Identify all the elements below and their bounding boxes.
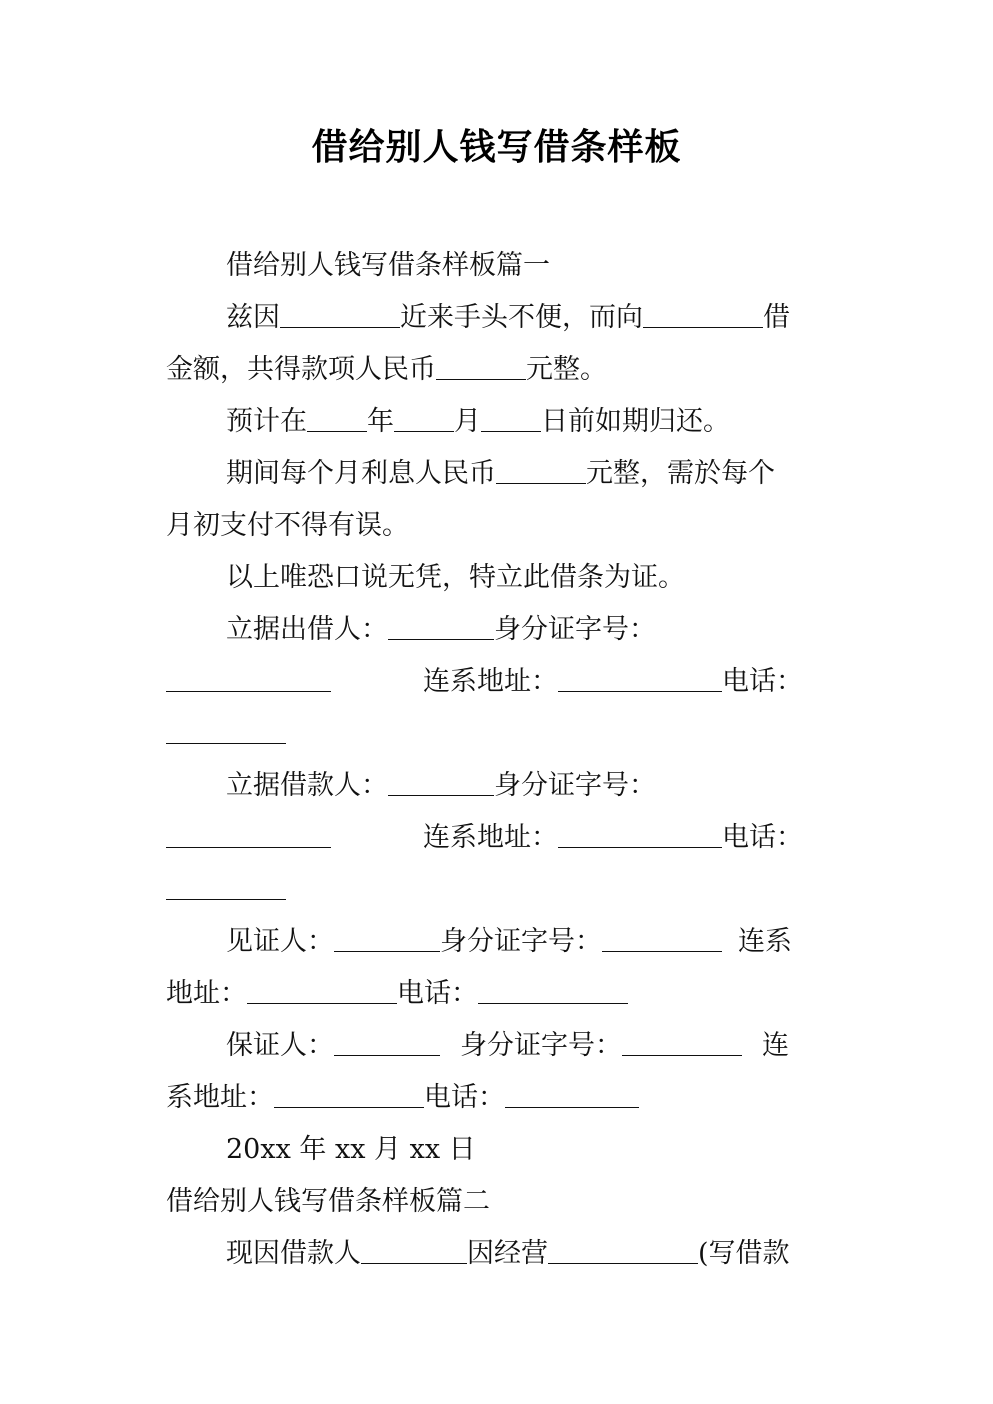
address-label: 连系地址： bbox=[423, 822, 558, 853]
blank-year bbox=[307, 401, 367, 432]
paragraph-interest-cont bbox=[166, 500, 828, 552]
text: 现因借款人 bbox=[226, 1238, 361, 1269]
blank-lender-signature bbox=[388, 609, 494, 640]
blank-lender-address bbox=[558, 661, 722, 692]
date-line bbox=[166, 1124, 828, 1176]
text: 借 bbox=[763, 302, 790, 333]
address-label: 地址： bbox=[166, 978, 247, 1009]
blank-witness-address bbox=[247, 973, 397, 1004]
text: (写借款 bbox=[698, 1238, 790, 1269]
blank-borrower-address bbox=[558, 817, 722, 848]
paragraph-reason bbox=[166, 292, 828, 344]
blank-borrower-id bbox=[166, 817, 331, 848]
witness-line bbox=[166, 916, 828, 968]
blank-business bbox=[548, 1233, 698, 1264]
text: 兹因 bbox=[226, 302, 280, 333]
blank-amount bbox=[436, 349, 526, 380]
document-body bbox=[166, 240, 828, 1280]
paragraph-proof bbox=[166, 552, 828, 604]
text: 期间每个月利息人民币 bbox=[226, 458, 496, 489]
text: 元整。 bbox=[526, 354, 607, 385]
lender-line bbox=[166, 604, 828, 656]
guarantor-label: 保证人： bbox=[226, 1030, 334, 1061]
text: 月 bbox=[454, 406, 481, 437]
lender-label: 立据出借人： bbox=[226, 614, 388, 645]
blank-borrower-signature bbox=[388, 765, 494, 796]
paragraph-section2-reason bbox=[166, 1228, 828, 1280]
borrower-phone-line bbox=[166, 864, 828, 916]
document-title: 借给别人钱写借条样板 bbox=[311, 127, 682, 168]
blank-borrower-name-2 bbox=[361, 1233, 467, 1264]
blank-witness-id bbox=[602, 921, 722, 952]
text: 月初支付不得有误。 bbox=[166, 510, 409, 541]
blank-lender-name bbox=[643, 297, 763, 328]
text: 近来手头不便，而向 bbox=[400, 302, 643, 333]
blank-witness-signature bbox=[334, 921, 440, 952]
text: 元整，需於每个 bbox=[586, 458, 775, 489]
lender-address-line bbox=[166, 656, 828, 708]
blank-guarantor-id bbox=[622, 1025, 742, 1056]
blank-guarantor-phone bbox=[505, 1077, 639, 1108]
address-label: 系地址： bbox=[166, 1082, 274, 1113]
id-label: 身分证字号： bbox=[460, 1030, 622, 1061]
borrower-line bbox=[166, 760, 828, 812]
id-label: 身分证字号： bbox=[440, 926, 602, 957]
blank-month bbox=[394, 401, 454, 432]
blank-lender-phone bbox=[166, 713, 286, 744]
phone-label: 电话： bbox=[424, 1082, 505, 1113]
blank-witness-phone bbox=[478, 973, 628, 1004]
borrower-address-line bbox=[166, 812, 828, 864]
text: 以上唯恐口说无凭，特立此借条为证。 bbox=[226, 562, 685, 593]
guarantor-address-line bbox=[166, 1072, 828, 1124]
blank-interest bbox=[496, 453, 586, 484]
address-label: 连系地址： bbox=[423, 666, 558, 697]
date-text: 20xx 年 xx 月 xx 日 bbox=[226, 1134, 476, 1165]
section-heading-1 bbox=[166, 240, 828, 292]
blank-guarantor-signature bbox=[334, 1025, 440, 1056]
text: 金额，共得款项人民币 bbox=[166, 354, 436, 385]
paragraph-interest bbox=[166, 448, 828, 500]
phone-label: 电话： bbox=[722, 822, 803, 853]
phone-label: 电话： bbox=[722, 666, 803, 697]
address-label: 连系 bbox=[738, 926, 792, 957]
guarantor-line bbox=[166, 1020, 828, 1072]
paragraph-due-date bbox=[166, 396, 828, 448]
section-heading-text: 借给别人钱写借条样板篇一 bbox=[226, 250, 550, 281]
phone-label: 电话： bbox=[397, 978, 478, 1009]
witness-label: 见证人： bbox=[226, 926, 334, 957]
paragraph-amount bbox=[166, 344, 828, 396]
blank-guarantor-address bbox=[274, 1077, 424, 1108]
blank-borrower-name bbox=[280, 297, 400, 328]
text: 因经营 bbox=[467, 1238, 548, 1269]
text: 年 bbox=[367, 406, 394, 437]
section-heading-text: 借给别人钱写借条样板篇二 bbox=[166, 1186, 490, 1217]
blank-lender-id bbox=[166, 661, 331, 692]
lender-phone-line bbox=[166, 708, 828, 760]
borrower-label: 立据借款人： bbox=[226, 770, 388, 801]
address-label: 连 bbox=[762, 1030, 789, 1061]
section-heading-2 bbox=[166, 1176, 828, 1228]
blank-day bbox=[481, 401, 541, 432]
blank-borrower-phone bbox=[166, 869, 286, 900]
id-label: 身分证字号： bbox=[494, 614, 656, 645]
id-label: 身分证字号： bbox=[494, 770, 656, 801]
text: 日前如期归还。 bbox=[541, 406, 730, 437]
text: 预计在 bbox=[226, 406, 307, 437]
witness-address-line bbox=[166, 968, 828, 1020]
